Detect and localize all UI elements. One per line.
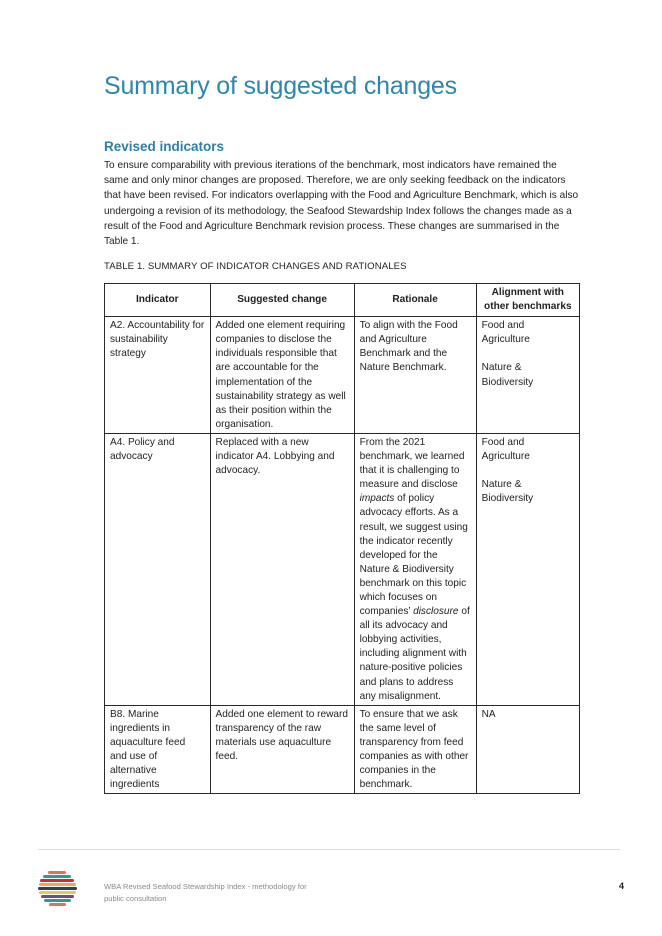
- page-title: Summary of suggested changes: [104, 72, 457, 100]
- table-row: [105, 317, 580, 434]
- cell-rationale: To align with the Food and Agriculture Benchmark and the Nature Benchmark.: [354, 317, 476, 434]
- table-header-row: [105, 284, 580, 317]
- table-row: [105, 705, 580, 794]
- alignment-item: Nature & Biodiversity: [481, 362, 534, 388]
- cell-alignment: [476, 433, 579, 705]
- rationale-text: of policy advocacy efforts. As a result, we suggest using the indicator recently developed for the Nature & Biodiversity benchmark on this topic which focuses on companies’: [359, 493, 468, 618]
- alignment-item: Nature & Biodiversity: [481, 479, 534, 505]
- intro-paragraph: To ensure comparability with previous iterations of the benchmark, most indicators have remained the same and only minor changes are proposed. Therefore, we are only seeking feedback on the indicators that have been revised. For indicators overlapping with the Food and Agriculture Benchmark, which is also undergoing a revision of its methodology, the Seafood Stewardship Index follows the changes made as a result of the Food and Agriculture Benchmark revision process. These changes are summarised in the Table 1.: [104, 160, 579, 248]
- logo-stripe: [39, 883, 76, 886]
- cell-indicator: A4. Policy and advocacy: [105, 433, 211, 705]
- cell-alignment: NA: [476, 705, 579, 794]
- logo-stripe: [43, 875, 71, 878]
- header-indicator: Indicator: [105, 284, 211, 317]
- cell-indicator: A2. Accountability for sustainability strategy: [105, 317, 211, 434]
- rationale-text: of all its advocacy and lobbying activities, including alignment with nature-positive policies and plans to address any misalignment.: [359, 606, 470, 702]
- cell-suggested-change: Added one element to reward transparency of the raw materials use aquaculture feed.: [210, 705, 354, 794]
- footer-divider: [38, 849, 620, 850]
- alignment-item: Food and Agriculture: [481, 436, 530, 463]
- section-heading: Revised indicators: [104, 139, 225, 154]
- logo-stripe: [38, 887, 77, 890]
- logo-stripe: [48, 871, 66, 874]
- table-row: [105, 433, 580, 705]
- cell-alignment: [476, 317, 579, 434]
- cell-suggested-change: Replaced with a new indicator A4. Lobbying and advocacy.: [210, 433, 354, 705]
- page-number: 4: [618, 881, 624, 891]
- cell-suggested-change: Added one element requiring companies to disclose the individuals responsible that are accountable for the implementation of the sustainability strategy as well as their position within the organisation.: [210, 317, 354, 434]
- table-caption: TABLE 1. SUMMARY OF INDICATOR CHANGES AND RATIONALES: [104, 261, 407, 272]
- logo-stripe: [44, 899, 71, 902]
- logo-stripe: [49, 903, 66, 906]
- cell-indicator: B8. Marine ingredients in aquaculture feed and use of alternative ingredients: [105, 705, 211, 794]
- cell-rationale: To ensure that we ask the same level of transparency from feed companies as with other companies in the benchmark.: [354, 705, 476, 794]
- indicator-changes-table: [104, 283, 580, 794]
- footer-text: WBA Revised Seafood Stewardship Index - methodology for public consultation: [104, 882, 307, 903]
- wba-logo-icon: [38, 869, 78, 907]
- header-suggested-change: Suggested change: [210, 284, 354, 317]
- rationale-emphasis: impacts: [359, 493, 395, 505]
- cell-rationale: [354, 433, 476, 705]
- logo-stripe: [41, 895, 74, 898]
- header-alignment: Alignment with other benchmarks: [476, 284, 579, 317]
- alignment-item: Food and Agriculture: [481, 320, 530, 346]
- header-rationale: Rationale: [354, 284, 476, 317]
- logo-stripe: [40, 879, 74, 882]
- rationale-emphasis: disclosure: [413, 606, 459, 618]
- logo-stripe: [39, 891, 76, 894]
- rationale-text: From the 2021 benchmark, we learned that it is challenging to measure and disclose: [359, 436, 465, 491]
